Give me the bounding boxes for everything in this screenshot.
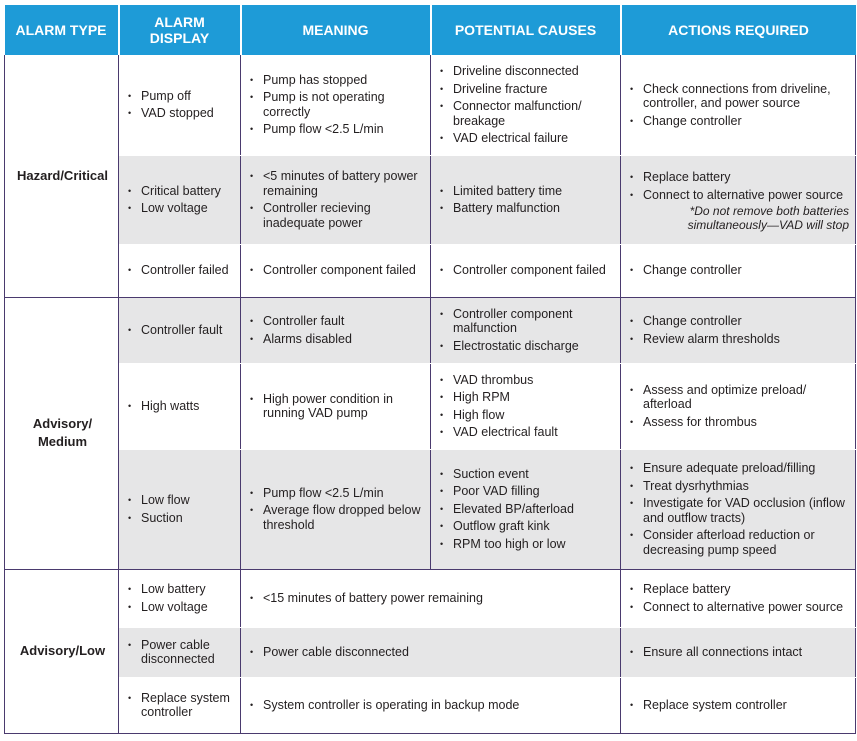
list-item: • Suction bbox=[127, 511, 234, 526]
alarm-display-cell bbox=[119, 363, 241, 449]
list-item: • Investigate for VAD occlusion (inflow and outflow tracts) bbox=[629, 496, 849, 525]
list-item: • High watts bbox=[127, 399, 234, 414]
list-item: • Change controller bbox=[629, 263, 849, 278]
actions-cell bbox=[621, 449, 856, 569]
list-item: • Pump off bbox=[127, 89, 234, 104]
list-item: • VAD electrical failure bbox=[439, 131, 614, 146]
meaning-cell bbox=[241, 627, 621, 677]
list-item: • Limited battery time bbox=[439, 184, 614, 199]
list-item: • VAD thrombus bbox=[439, 373, 614, 388]
alarm-display-cell bbox=[119, 297, 241, 363]
list-item: • Controller recieving inadequate power bbox=[249, 201, 424, 230]
list-item: • Critical battery bbox=[127, 184, 234, 199]
list-item: • Low voltage bbox=[127, 201, 234, 216]
table-header-row bbox=[5, 5, 856, 55]
list-item: • Poor VAD filling bbox=[439, 484, 614, 499]
meaning-cell bbox=[241, 449, 431, 569]
list-item: • High RPM bbox=[439, 390, 614, 405]
alarm-display-cell bbox=[119, 627, 241, 677]
actions-cell bbox=[621, 244, 856, 297]
list-item: • Power cable disconnected bbox=[249, 645, 614, 660]
list-item: • Suction event bbox=[439, 467, 614, 482]
list-item: • Controller component failed bbox=[249, 263, 424, 278]
causes-cell bbox=[431, 55, 621, 155]
actions-cell bbox=[621, 363, 856, 449]
header-meaning: MEANING bbox=[241, 5, 431, 55]
list-item: • Driveline fracture bbox=[439, 82, 614, 97]
list-item: • Controller failed bbox=[127, 263, 234, 278]
table-row bbox=[5, 363, 856, 449]
list-item: • Pump is not operating correctly bbox=[249, 90, 424, 119]
list-item: • System controller is operating in backup mode bbox=[249, 698, 614, 713]
list-item: • High flow bbox=[439, 408, 614, 423]
list-item: • Review alarm thresholds bbox=[629, 332, 849, 347]
list-item: • Treat dysrhythmias bbox=[629, 479, 849, 494]
list-item: • Controller component failed bbox=[439, 263, 614, 278]
list-item: • Driveline disconnected bbox=[439, 64, 614, 79]
table-row bbox=[5, 569, 856, 627]
actions-cell bbox=[621, 155, 856, 244]
actions-cell bbox=[621, 55, 856, 155]
list-item: • Replace battery bbox=[629, 582, 849, 597]
list-item: • Change controller bbox=[629, 314, 849, 329]
list-item: • Outflow graft kink bbox=[439, 519, 614, 534]
alarm-display-cell bbox=[119, 244, 241, 297]
alarm-type-cell: Advisory/ Medium bbox=[5, 297, 119, 569]
list-item: • Replace system controller bbox=[127, 691, 234, 720]
list-item: • Replace battery bbox=[629, 170, 849, 185]
alarm-display-cell bbox=[119, 155, 241, 244]
causes-cell bbox=[431, 297, 621, 363]
meaning-cell bbox=[241, 363, 431, 449]
list-item: • <5 minutes of battery power remaining bbox=[249, 169, 424, 198]
header-alarm-display: ALARM DISPLAY bbox=[119, 5, 241, 55]
causes-cell bbox=[431, 363, 621, 449]
table-row bbox=[5, 55, 856, 155]
list-item: • Check connections from driveline, controller, and power source bbox=[629, 82, 849, 111]
alarm-display-cell bbox=[119, 55, 241, 155]
list-item: • Controller fault bbox=[127, 323, 234, 338]
list-item: • Low battery bbox=[127, 582, 234, 597]
table-row bbox=[5, 244, 856, 297]
meaning-cell bbox=[241, 297, 431, 363]
list-item: • Assess for thrombus bbox=[629, 415, 849, 430]
list-item: • Change controller bbox=[629, 114, 849, 129]
list-item: • Electrostatic discharge bbox=[439, 339, 614, 354]
meaning-cell bbox=[241, 677, 621, 733]
meaning-cell bbox=[241, 244, 431, 297]
table-row bbox=[5, 627, 856, 677]
header-alarm-type: ALARM TYPE bbox=[5, 5, 119, 55]
list-item: • Controller fault bbox=[249, 314, 424, 329]
list-item: • Controller component malfunction bbox=[439, 307, 614, 336]
alarm-type-cell: Hazard/Critical bbox=[5, 55, 119, 297]
list-item: • <15 minutes of battery power remaining bbox=[249, 591, 614, 606]
list-item: • Assess and optimize preload/ afterload bbox=[629, 383, 849, 412]
meaning-cell bbox=[241, 155, 431, 244]
list-item: • VAD electrical fault bbox=[439, 425, 614, 440]
causes-cell bbox=[431, 244, 621, 297]
list-item: • Connect to alternative power source bbox=[629, 188, 849, 203]
list-item: • Average flow dropped below threshold bbox=[249, 503, 424, 532]
list-item: • Low flow bbox=[127, 493, 234, 508]
list-item: • Consider afterload reduction or decreasing pump speed bbox=[629, 528, 849, 557]
list-item: • Battery malfunction bbox=[439, 201, 614, 216]
table-row bbox=[5, 677, 856, 733]
table-row bbox=[5, 155, 856, 244]
alarm-table bbox=[4, 5, 856, 734]
list-item: • Power cable disconnected bbox=[127, 638, 234, 667]
list-item: • High power condition in running VAD pump bbox=[249, 392, 424, 421]
causes-cell bbox=[431, 449, 621, 569]
list-item: • Connect to alternative power source bbox=[629, 600, 849, 615]
list-item: • Low voltage bbox=[127, 600, 234, 615]
list-item: • Ensure all connections intact bbox=[629, 645, 849, 660]
alarm-display-cell bbox=[119, 449, 241, 569]
alarm-type-cell: Advisory/Low bbox=[5, 569, 119, 733]
list-item: • Connector malfunction/ breakage bbox=[439, 99, 614, 128]
alarm-display-cell bbox=[119, 569, 241, 627]
list-item: • Elevated BP/afterload bbox=[439, 502, 614, 517]
header-potential-causes: POTENTIAL CAUSES bbox=[431, 5, 621, 55]
actions-cell bbox=[621, 677, 856, 733]
meaning-cell bbox=[241, 569, 621, 627]
table-row bbox=[5, 297, 856, 363]
list-item: • Alarms disabled bbox=[249, 332, 424, 347]
list-item: • Replace system controller bbox=[629, 698, 849, 713]
list-item: • Pump has stopped bbox=[249, 73, 424, 88]
list-item: • RPM too high or low bbox=[439, 537, 614, 552]
list-item: • Ensure adequate preload/filling bbox=[629, 461, 849, 476]
list-item: • Pump flow <2.5 L/min bbox=[249, 122, 424, 137]
header-actions-required: ACTIONS REQUIRED bbox=[621, 5, 856, 55]
list-item: • Pump flow <2.5 L/min bbox=[249, 486, 424, 501]
battery-warning-note: *Do not remove both batteries simultaneously—VAD will stop bbox=[687, 204, 849, 232]
actions-cell bbox=[621, 569, 856, 627]
actions-cell bbox=[621, 297, 856, 363]
list-item: • VAD stopped bbox=[127, 106, 234, 121]
meaning-cell bbox=[241, 55, 431, 155]
actions-cell bbox=[621, 627, 856, 677]
table-row bbox=[5, 449, 856, 569]
causes-cell bbox=[431, 155, 621, 244]
alarm-display-cell bbox=[119, 677, 241, 733]
